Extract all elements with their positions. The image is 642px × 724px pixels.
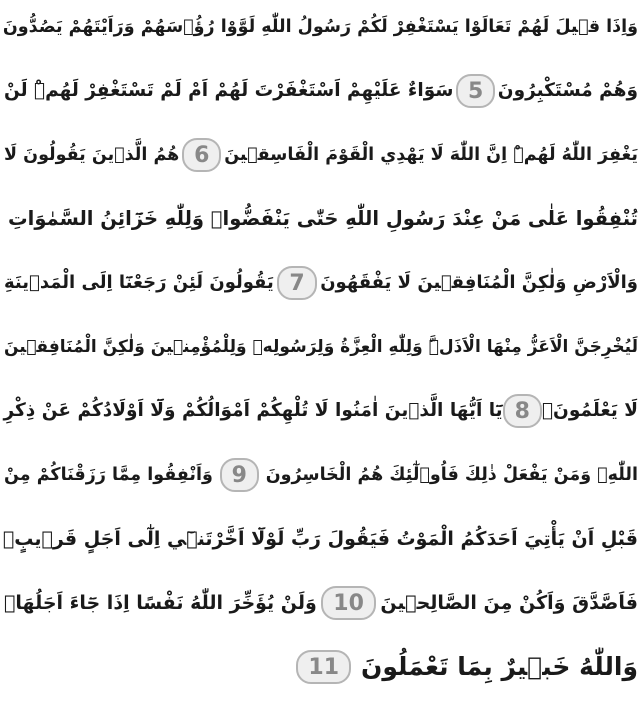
verse-number-marker: 7 [277, 266, 316, 300]
verse-text: وَالْاَرْضِ وَلٰكِنَّ الْمُنَافِقٖينَ لَا يَفْقَهُونَ [320, 272, 638, 293]
verse-text: لَا يَعْلَمُونَ۟ [541, 400, 638, 421]
verse-text: وَلَنْ يُؤَخِّرَ اللّٰهُ نَفْسًا اِذَا جَٓاءَ اَجَلُهَاۜ [4, 592, 317, 614]
text-line-7 [4, 384, 638, 438]
text-line-3 [4, 128, 638, 182]
verse-text: قَبْلِ اَنْ يَأْتِيَ اَحَدَكُمُ الْمَوْتُ فَيَقُولَ رَبِّ لَوْلَٓا اَخَّرْتَنٖٓي اِلٰٓى اَجَلٍ قَرٖيبٍۙ [2, 528, 638, 550]
verse-text: يَقُولُونَ لَئِنْ رَجَعْنَٓا اِلَى الْمَدٖينَةِ [4, 272, 274, 293]
text-line-6 [4, 320, 638, 374]
verse-number-marker: 8 [503, 394, 542, 428]
verse-text: تُنْفِقُوا عَلٰى مَنْ عِنْدَ رَسُولِ اللّٰهِ حَتّٰى يَنْفَضُّواۜ وَلِلّٰهِ خَزَٓائِنُ السَّمٰوَاتِ [8, 207, 638, 230]
verse-text: وَهُمْ مُسْتَكْبِرُونَ [497, 80, 638, 101]
verse-text: اللّٰهِۚ وَمَنْ يَفْعَلْ ذٰلِكَ فَاُو۬لٰٓئِكَ هُمُ الْخَاسِرُونَ [265, 465, 638, 485]
verse-text: هُمُ الَّذٖينَ يَقُولُونَ لَا [4, 145, 180, 165]
verse-number-marker: 11 [296, 650, 351, 684]
verse-text: يَٓا اَيُّهَا الَّذٖينَ اٰمَنُوا لَا تُلْهِكُمْ اَمْوَالُكُمْ وَلَٓا اَوْلَادُكُمْ عَنْ ذِكْرِ [3, 400, 503, 421]
text-line-1 [4, 0, 638, 54]
verse-text: وَاَنْفِقُوا مِمَّا رَزَقْنَاكُمْ مِنْ [4, 465, 213, 485]
text-line-5 [4, 256, 638, 310]
text-line-2 [4, 64, 638, 118]
verse-text: وَاِذَا قٖيلَ لَهُمْ تَعَالَوْا يَسْتَغْفِرْ لَكُمْ رَسُولُ اللّٰهِ لَوَّوْا رُؤُ۫سَهُمْ وَرَاَيْتَهُمْ يَصُدُّونَ [2, 17, 638, 37]
text-line-11 [4, 640, 638, 694]
text-line-4 [4, 192, 638, 246]
verse-number-marker: 10 [321, 586, 376, 620]
verse-number-marker: 5 [456, 74, 495, 108]
verse-text: لَيُخْرِجَنَّ الْاَعَزُّ مِنْهَا الْاَذَلَّۜ وَلِلّٰهِ الْعِزَّةُ وَلِرَسُولِهٖ وَلِلْمُؤْمِنٖينَ وَلٰكِنَّ الْمُنَافِقٖينَ [3, 337, 638, 357]
text-line-9 [4, 512, 638, 566]
verse-text: يَغْفِرَ اللّٰهُ لَهُمْۜ اِنَّ اللّٰهَ لَا يَهْدِي الْقَوْمَ الْفَاسِقٖينَ [224, 145, 638, 165]
verse-text: وَاللّٰهُ خَبٖيرٌ بِمَا تَعْمَلُونَ [361, 652, 638, 681]
verse-number-marker: 9 [220, 458, 259, 492]
verse-text: فَاَصَّدَّقَ وَاَكُنْ مِنَ الصَّالِحٖينَ [380, 592, 638, 614]
text-line-10 [4, 576, 638, 630]
text-line-8 [4, 448, 638, 502]
verse-number-marker: 6 [182, 138, 221, 172]
verse-text: سَوَٓاءٌ عَلَيْهِمْ اَسْتَغْفَرْتَ لَهُمْ اَمْ لَمْ تَسْتَغْفِرْ لَهُمْۜ لَنْ [4, 80, 454, 101]
